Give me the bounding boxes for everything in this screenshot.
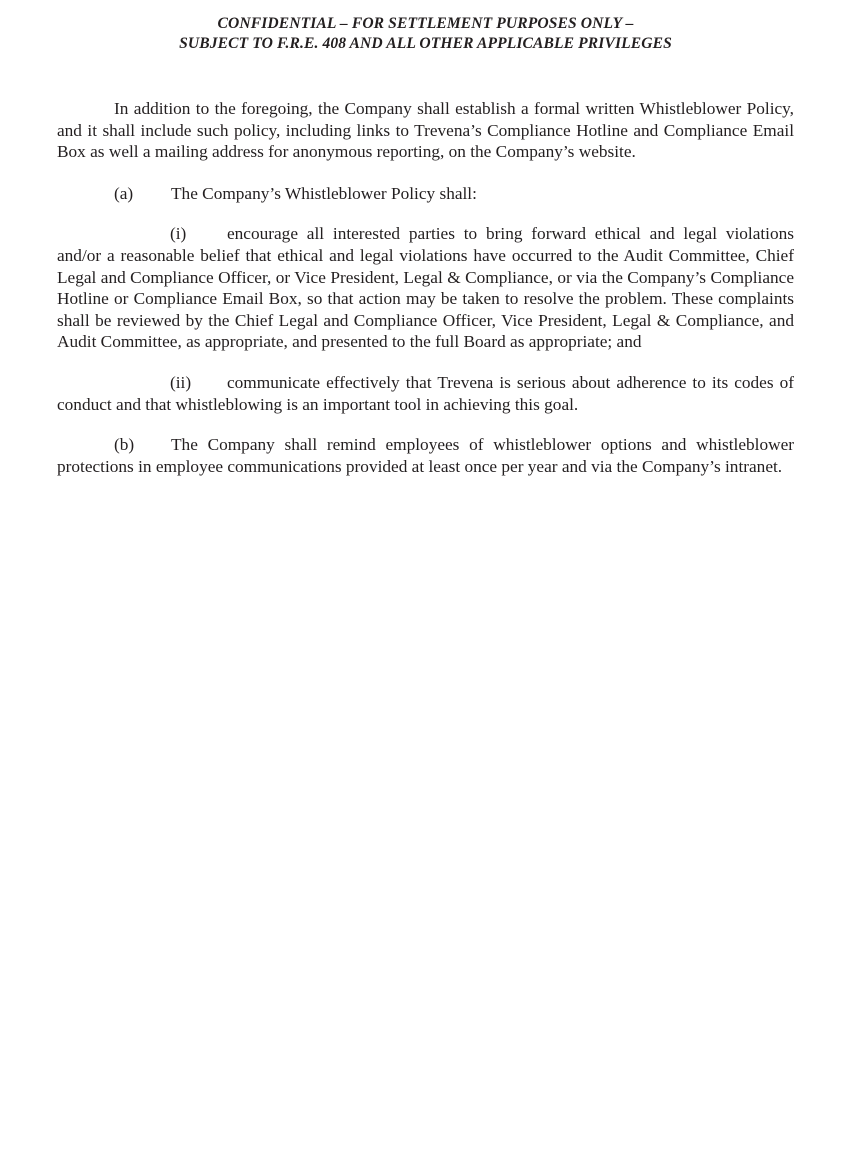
item-b-marker: (b) (114, 435, 135, 455)
document-page (57, 14, 794, 477)
item-ii-marker: (ii) (170, 372, 192, 392)
item-a-text: The Company’s Whistleblower Policy shall: (171, 183, 477, 203)
intro-paragraph: In addition to the foregoing, the Company shall establish a formal written Whistleblower Policy, and it shall include such policy, including links to Trevena’s Compliance Hotline and Compliance Email Box as well a mailing address for anonymous reporting, on the Company’s website. (57, 99, 794, 162)
item-a-paragraph (57, 183, 794, 205)
item-b-text: The Company shall remind employees of whistleblower options and whistleblower protections in employee communications provided at least once per year and via the Company’s intranet. (57, 435, 794, 476)
header-line-1: CONFIDENTIAL – FOR SETTLEMENT PURPOSES ONLY – (217, 15, 634, 32)
item-ii-paragraph (57, 372, 794, 415)
item-b-paragraph (57, 434, 794, 477)
item-ii-text: communicate effectively that Trevena is serious about adherence to its codes of conduct and that whistleblowing is an important tool in achieving this goal. (57, 372, 794, 414)
item-a-marker: (a) (114, 183, 134, 203)
item-i-text: encourage all interested parties to bring forward ethical and legal violations and/or a reasonable belief that ethical and legal violations have occurred to the Audit Committee, Chief Legal and Compliance Officer, or Vice President, Legal & Compliance, or via the Company’s Compliance Hotline or Compliance Email Box, so that action may be taken to resolve the problem. These complaints shall be reviewed by the Chief Legal and Compliance Officer, Vice President, Legal & Compliance, and Audit Committee, as appropriate, and presented to the full Board as appropriate; and (57, 224, 794, 352)
item-i-marker: (i) (170, 224, 187, 244)
header-line-2: SUBJECT TO F.R.E. 408 AND ALL OTHER APPLICABLE PRIVILEGES (179, 35, 672, 52)
confidentiality-header (57, 14, 794, 54)
item-i-paragraph (57, 223, 794, 353)
